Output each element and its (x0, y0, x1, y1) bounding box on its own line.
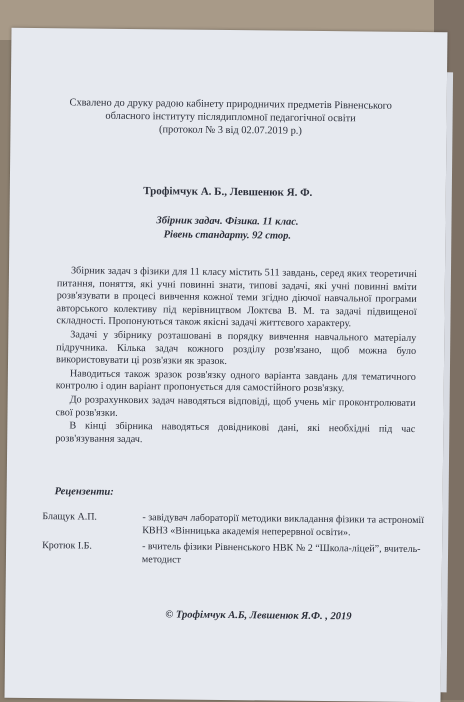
reviewer-entry (42, 511, 432, 538)
paragraph: Наводиться також зразок розв'язку одного варіанта завдань для тематичного контролю і один варіант пропонується для самостійного розв'язку. (55, 368, 416, 395)
title-line-2: Рівень стандарту. 92 стор. (163, 229, 292, 242)
authors: Трофімчук А. Б., Левшенюк Я. Ф. (143, 185, 313, 199)
reviewers-heading: Рецензенти: (54, 486, 114, 498)
paragraph: До розрахункових задач наводяться відповіді, щоб учень міг проконтролювати свої розв'язки. (55, 394, 416, 419)
reviewer-description: - завідувач лабораторії методики викладання фізики та астрономії КВНЗ «Вінницька академія неперервної освіти». (142, 512, 425, 538)
reviewer-name: Кротюк І.Б. (42, 540, 92, 552)
paragraph: Збірник задач з фізики для 11 класу містить 511 завдань, серед яких теоретичні питання, поняття, які учні повинні знати, типові задачі, які учні повинні вміти розв'язувати в процесі вивчення кожної теми згідно діючої навчальної програми авторського колективу під керівництвом Локтєва В. М. та задачі підвищеної складності. Пропонуються також якісні задачі життєвого характеру. (56, 265, 418, 330)
reviewer-name: Блащук А.П. (42, 511, 98, 523)
approval-line-1: Схвалено до друку радою кабінету природничих предметів Рівненського (69, 97, 392, 112)
approval-line-3: (протокол № 3 від 02.07.2019 р.) (158, 124, 302, 137)
reviewer-entry (42, 540, 432, 566)
description-text (55, 265, 417, 450)
paragraph: Задачі у збірнику розташовані в порядку вивчення навчального матеріалу підручника. Кілька задач кожного розділу розв'язано, щоб можна було використовувати ці розв'язки як зразок. (55, 329, 417, 368)
copyright: © Трофімчук А.Б, Левшенюк Я.Ф. , 2019 (165, 609, 352, 623)
paragraph: В кінці збірника наводяться довідникові дані, які необхідні під час розв'язування задач. (55, 420, 416, 445)
title-line-1: Збірник задач. Фізика. 11 клас. (156, 215, 299, 228)
reviewer-description: - вчитель фізики Рівненського НВК № 2 “Школа-ліцей”, вчитель-методист (141, 541, 421, 566)
document-page (5, 28, 448, 702)
approval-line-2: обласного інституту післядипломної педагогічної освіти (105, 110, 356, 125)
approval-note (40, 96, 420, 139)
book-title (9, 213, 445, 246)
